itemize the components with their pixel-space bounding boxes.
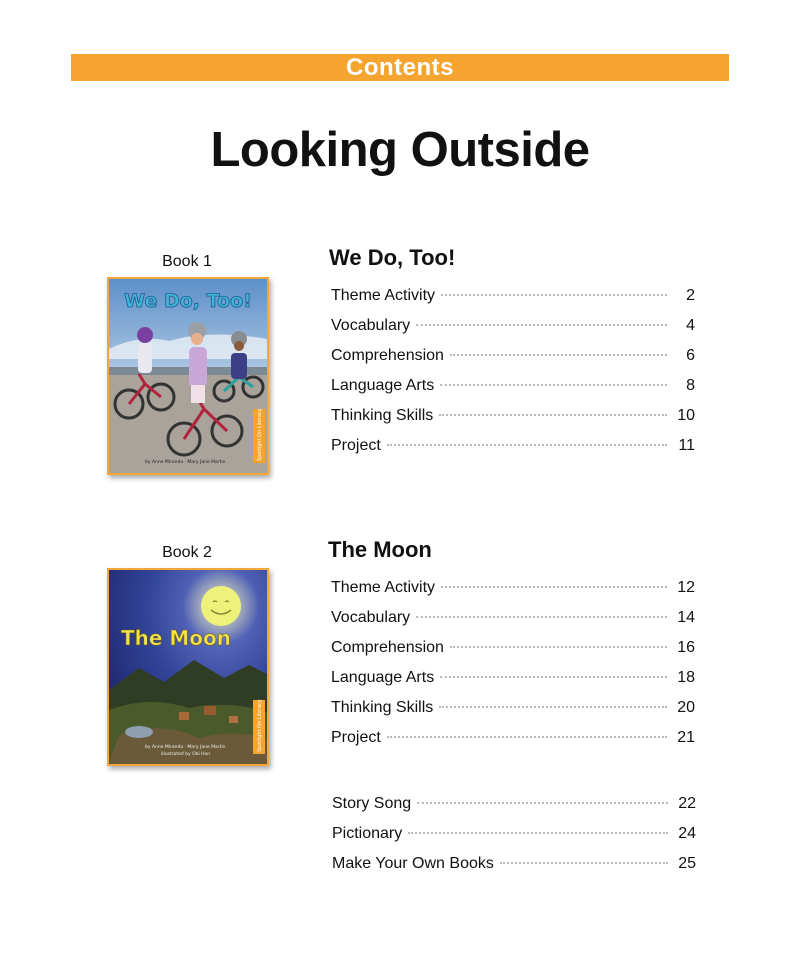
dot-leader	[441, 586, 667, 588]
toc-item-pictionary[interactable]	[332, 825, 696, 855]
cover-2-illustrator: illustrated by Obi Han	[161, 752, 211, 757]
book-1-title: We Do, Too!	[329, 245, 456, 270]
toc-item-label: Thinking Skills	[331, 407, 434, 424]
toc-item-language-arts[interactable]	[331, 669, 695, 699]
toc-item-comprehension[interactable]	[331, 347, 695, 377]
toc-page-number: 20	[677, 699, 695, 716]
toc-item-label: Comprehension	[331, 639, 444, 656]
toc-page-number: 14	[677, 609, 695, 626]
toc-item-label: Theme Activity	[331, 287, 436, 304]
bicycles-cover-illustration	[109, 279, 267, 473]
dot-leader	[439, 706, 667, 708]
toc-item-label: Language Arts	[331, 377, 435, 394]
cover-1-authors: by Anne Miranda · Mary Jane Martin	[145, 460, 226, 465]
cover-2-authors: by Anne Miranda · Mary Jane Martin	[145, 745, 226, 750]
dot-leader	[387, 444, 667, 446]
book-1-label: Book 1	[162, 253, 212, 270]
toc-item-label: Story Song	[332, 795, 412, 812]
toc-item-theme-activity[interactable]	[331, 287, 695, 317]
toc-item-label: Comprehension	[331, 347, 444, 364]
cover-2-spine: Spotlight On Literacy	[257, 699, 263, 752]
dot-leader	[450, 646, 667, 648]
toc-item-label: Vocabulary	[331, 317, 411, 334]
toc-page-number: 11	[678, 437, 695, 454]
toc-item-label: Project	[331, 437, 381, 454]
cover-1-title: We Do, Too!	[124, 290, 252, 312]
dot-leader	[387, 736, 667, 738]
toc-item-story-song[interactable]	[332, 795, 696, 825]
toc-page-number: 25	[678, 855, 696, 872]
toc-item-vocabulary[interactable]	[331, 317, 695, 347]
toc-item-language-arts[interactable]	[331, 377, 695, 407]
toc-item-thinking-skills[interactable]	[331, 407, 695, 437]
book-2-label: Book 2	[162, 544, 212, 561]
toc-page-number: 18	[677, 669, 695, 686]
moon-cover-illustration	[109, 570, 267, 764]
toc-page-number: 8	[686, 377, 695, 394]
toc-page-number: 4	[686, 317, 695, 334]
toc-item-vocabulary[interactable]	[331, 609, 695, 639]
toc-item-label: Make Your Own Books	[332, 855, 494, 872]
dot-leader	[416, 324, 667, 326]
toc-item-label: Thinking Skills	[331, 699, 434, 716]
dot-leader	[439, 414, 667, 416]
toc-page-number: 22	[678, 795, 696, 812]
toc-item-project[interactable]	[331, 729, 695, 759]
dot-leader	[408, 832, 668, 834]
toc-item-thinking-skills[interactable]	[331, 699, 695, 729]
dot-leader	[417, 802, 668, 804]
toc-page-number: 24	[678, 825, 696, 842]
book-2-toc	[331, 579, 695, 759]
dot-leader	[450, 354, 667, 356]
dot-leader	[500, 862, 668, 864]
cover-2-title: The Moon	[121, 626, 232, 650]
toc-item-label: Theme Activity	[331, 579, 436, 596]
banner-label: Contents	[346, 53, 454, 81]
toc-item-make-your-own-books[interactable]	[332, 855, 696, 885]
toc-page-number: 16	[677, 639, 695, 656]
dot-leader	[416, 616, 667, 618]
dot-leader	[440, 676, 667, 678]
dot-leader	[441, 294, 667, 296]
toc-item-theme-activity[interactable]	[331, 579, 695, 609]
toc-item-label: Project	[331, 729, 381, 746]
toc-item-label: Language Arts	[331, 669, 435, 686]
toc-page-number: 2	[686, 287, 695, 304]
toc-page-number: 12	[677, 579, 695, 596]
toc-item-comprehension[interactable]	[331, 639, 695, 669]
toc-page-number: 6	[686, 347, 695, 364]
toc-item-label: Vocabulary	[331, 609, 411, 626]
cover-1-spine: Spotlight On Literacy	[257, 408, 263, 461]
toc-item-label: Pictionary	[332, 825, 403, 842]
book-1-toc	[331, 287, 695, 467]
dot-leader	[440, 384, 667, 386]
extras-toc	[332, 795, 696, 885]
book-2-cover[interactable]	[107, 568, 269, 766]
toc-item-project[interactable]	[331, 437, 695, 467]
contents-banner	[71, 54, 729, 81]
book-1-cover[interactable]	[107, 277, 269, 475]
page-title: Looking Outside	[210, 123, 590, 177]
book-2-title: The Moon	[328, 537, 432, 562]
toc-page-number: 21	[677, 729, 695, 746]
toc-page-number: 10	[677, 407, 695, 424]
